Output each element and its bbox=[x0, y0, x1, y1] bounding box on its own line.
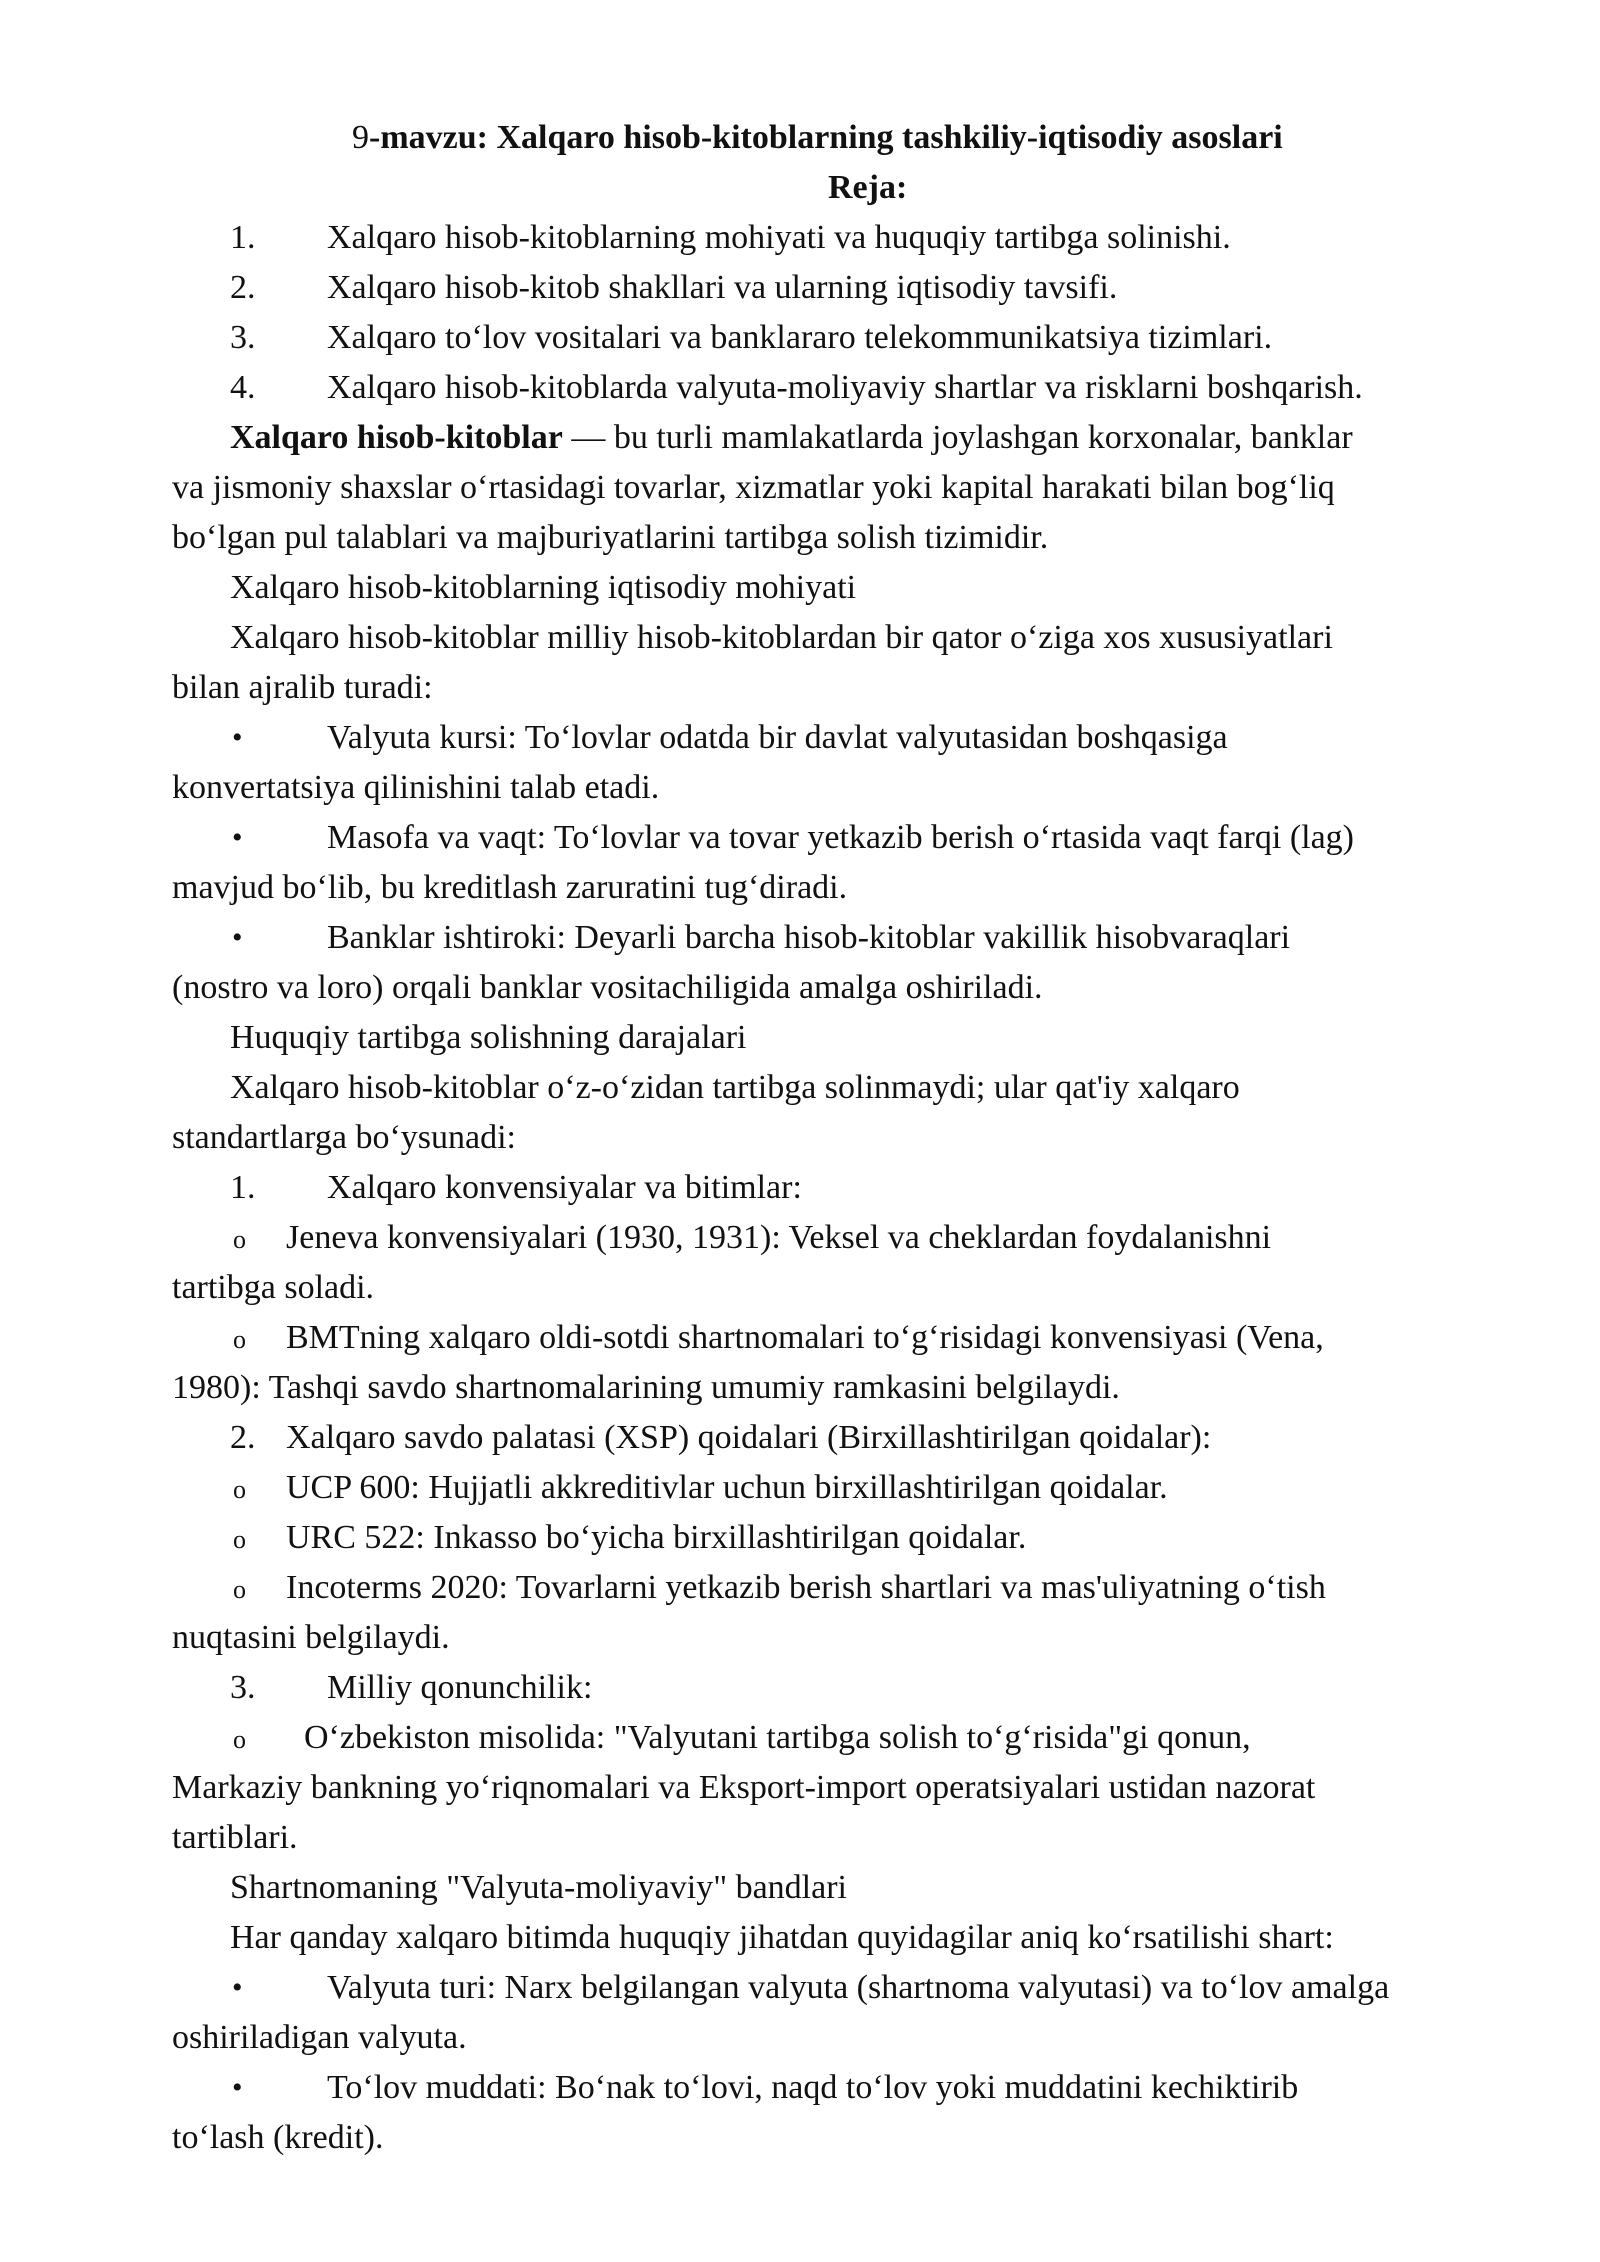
definition-term: Xalqaro hisob-kitoblar bbox=[230, 419, 563, 456]
circle-bullet-icon: o bbox=[233, 1725, 246, 1754]
numbered-item bbox=[0, 1663, 1600, 1713]
bullet-icon: • bbox=[232, 921, 243, 954]
bullet-icon: • bbox=[232, 821, 243, 854]
numbered-item-number: 1. bbox=[230, 1169, 256, 1206]
numbered-item-number: 3. bbox=[230, 1669, 256, 1706]
bullet-item bbox=[0, 913, 1600, 963]
sub-item-continuation: Markaziy bankning yo‘riqnomalari va Eksport-import operatsiyalari ustidan nazorat bbox=[172, 1769, 1316, 1806]
sub-item-text: Incoterms 2020: Tovarlarni yetkazib berish shartlari va mas'uliyatning o‘tish bbox=[286, 1569, 1326, 1606]
bullet-icon: • bbox=[232, 721, 243, 754]
definition-line: bo‘lgan pul talablari va majburiyatlarini tartibga solish tizimidir. bbox=[172, 519, 1049, 556]
page-title bbox=[352, 113, 1600, 163]
paragraph-line: Xalqaro hisob-kitoblar o‘z-o‘zidan tartibga solinmaydi; ular qat'iy xalqaro bbox=[230, 1069, 1240, 1106]
plan-item-number: 2. bbox=[230, 269, 256, 306]
bullet-continuation: mavjud bo‘lib, bu kreditlash zaruratini tug‘diradi. bbox=[172, 869, 848, 906]
plan-item-text: Xalqaro hisob-kitoblarda valyuta-moliyaviy shartlar va risklarni boshqarish. bbox=[327, 369, 1363, 406]
section-heading: Huquqiy tartibga solishning darajalari bbox=[230, 1019, 747, 1056]
plan-item bbox=[0, 213, 1600, 263]
definition-line bbox=[230, 413, 1590, 463]
definition-line: va jismoniy shaxslar o‘rtasidagi tovarlar, xizmatlar yoki kapital harakati bilan bog‘liq bbox=[172, 469, 1335, 506]
plan-item-text: Xalqaro to‘lov vositalari va banklararo telekommunikatsiya tizimlari. bbox=[327, 319, 1273, 356]
sub-item-text: BMTning xalqaro oldi-sotdi shartnomalari to‘g‘risidagi konvensiyasi (Vena, bbox=[286, 1319, 1324, 1356]
bullet-icon: • bbox=[232, 2071, 243, 2104]
bullet-item bbox=[0, 713, 1600, 763]
bullet-item bbox=[0, 813, 1600, 863]
bullet-continuation: oshiriladigan valyuta. bbox=[172, 2019, 467, 2056]
sub-item-continuation: nuqtasini belgilaydi. bbox=[172, 1619, 450, 1656]
plan-item-number: 4. bbox=[230, 369, 256, 406]
paragraph-line: bilan ajralib turadi: bbox=[172, 669, 433, 706]
plan-item-number: 3. bbox=[230, 319, 256, 356]
sub-item bbox=[0, 1513, 1600, 1563]
plan-item-text: Xalqaro hisob-kitoblarning mohiyati va huquqiy tartibga solinishi. bbox=[327, 219, 1231, 256]
bullet-text: To‘lov muddati: Bo‘nak to‘lovi, naqd to‘lov yoki muddatini kechiktirib bbox=[327, 2069, 1299, 2106]
bullet-continuation: (nostro va loro) orqali banklar vositachiligida amalga oshiriladi. bbox=[172, 969, 1043, 1006]
title-bold: -mavzu: Xalqaro hisob-kitoblarning tashkiliy-iqtisodiy asoslari bbox=[369, 119, 1283, 156]
sub-item bbox=[0, 1713, 1600, 1763]
bullet-continuation: konvertatsiya qilinishini talab etadi. bbox=[172, 769, 660, 806]
plan-heading: Reja: bbox=[828, 169, 908, 206]
bullet-text: Valyuta kursi: To‘lovlar odatda bir davlat valyutasidan boshqasiga bbox=[327, 719, 1228, 756]
definition-text: — bu turli mamlakatlarda joylashgan korxonalar, banklar bbox=[562, 419, 1353, 456]
numbered-item bbox=[0, 1163, 1600, 1213]
circle-bullet-icon: o bbox=[233, 1525, 246, 1554]
paragraph-line: Xalqaro hisob-kitoblar milliy hisob-kitoblardan bir qator o‘ziga xos xususiyatlari bbox=[230, 619, 1333, 656]
bullet-item bbox=[0, 2063, 1600, 2113]
plan-item bbox=[0, 363, 1600, 413]
sub-item bbox=[0, 1463, 1600, 1513]
bullet-text: Masofa va vaqt: To‘lovlar va tovar yetkazib berish o‘rtasida vaqt farqi (lag) bbox=[327, 819, 1355, 856]
plan-item bbox=[0, 313, 1600, 363]
bullet-continuation: to‘lash (kredit). bbox=[172, 2119, 384, 2156]
numbered-item-text: Xalqaro konvensiyalar va bitimlar: bbox=[327, 1169, 802, 1206]
sub-item-text: URC 522: Inkasso bo‘yicha birxillashtirilgan qoidalar. bbox=[286, 1519, 1027, 1556]
numbered-item bbox=[0, 1413, 1600, 1463]
numbered-item-text: Milliy qonunchilik: bbox=[327, 1669, 593, 1706]
plan-item bbox=[0, 263, 1600, 313]
plan-item-text: Xalqaro hisob-kitob shakllari va ularning iqtisodiy tavsifi. bbox=[327, 269, 1118, 306]
numbered-item-number: 2. bbox=[230, 1419, 256, 1456]
sub-item bbox=[0, 1563, 1600, 1613]
sub-item-text: UCP 600: Hujjatli akkreditivlar uchun birxillashtirilgan qoidalar. bbox=[286, 1469, 1168, 1506]
sub-item-text: O‘zbekiston misolida: "Valyutani tartibga solish to‘g‘risida"gi qonun, bbox=[304, 1719, 1251, 1756]
sub-item-continuation: 1980): Tashqi savdo shartnomalarining umumiy ramkasini belgilaydi. bbox=[172, 1369, 1120, 1406]
sub-item bbox=[0, 1313, 1600, 1363]
circle-bullet-icon: o bbox=[233, 1225, 246, 1254]
circle-bullet-icon: o bbox=[233, 1475, 246, 1504]
sub-item-text: Jeneva konvensiyalari (1930, 1931): Veksel va cheklardan foydalanishni bbox=[286, 1219, 1272, 1256]
sub-item-continuation: tartiblari. bbox=[172, 1819, 298, 1856]
bullet-icon: • bbox=[232, 1971, 243, 2004]
paragraph-line: standartlarga bo‘ysunadi: bbox=[172, 1119, 517, 1156]
title-prefix: 9 bbox=[352, 119, 369, 156]
section-heading: Shartnomaning "Valyuta-moliyaviy" bandlari bbox=[230, 1869, 847, 1906]
numbered-item-text: Xalqaro savdo palatasi (XSP) qoidalari (Birxillashtirilgan qoidalar): bbox=[286, 1419, 1212, 1456]
section-heading: Xalqaro hisob-kitoblarning iqtisodiy mohiyati bbox=[230, 569, 857, 606]
plan-item-number: 1. bbox=[230, 219, 256, 256]
bullet-text: Banklar ishtiroki: Deyarli barcha hisob-kitoblar vakillik hisobvaraqlari bbox=[327, 919, 1291, 956]
bullet-text: Valyuta turi: Narx belgilangan valyuta (shartnoma valyutasi) va to‘lov amalga bbox=[327, 1969, 1390, 2006]
sub-item-continuation: tartibga soladi. bbox=[172, 1269, 375, 1306]
circle-bullet-icon: o bbox=[233, 1325, 246, 1354]
paragraph-line: Har qanday xalqaro bitimda huquqiy jihatdan quyidagilar aniq ko‘rsatilishi shart: bbox=[230, 1919, 1334, 1956]
sub-item bbox=[0, 1213, 1600, 1263]
circle-bullet-icon: o bbox=[233, 1575, 246, 1604]
bullet-item bbox=[0, 1963, 1600, 2013]
